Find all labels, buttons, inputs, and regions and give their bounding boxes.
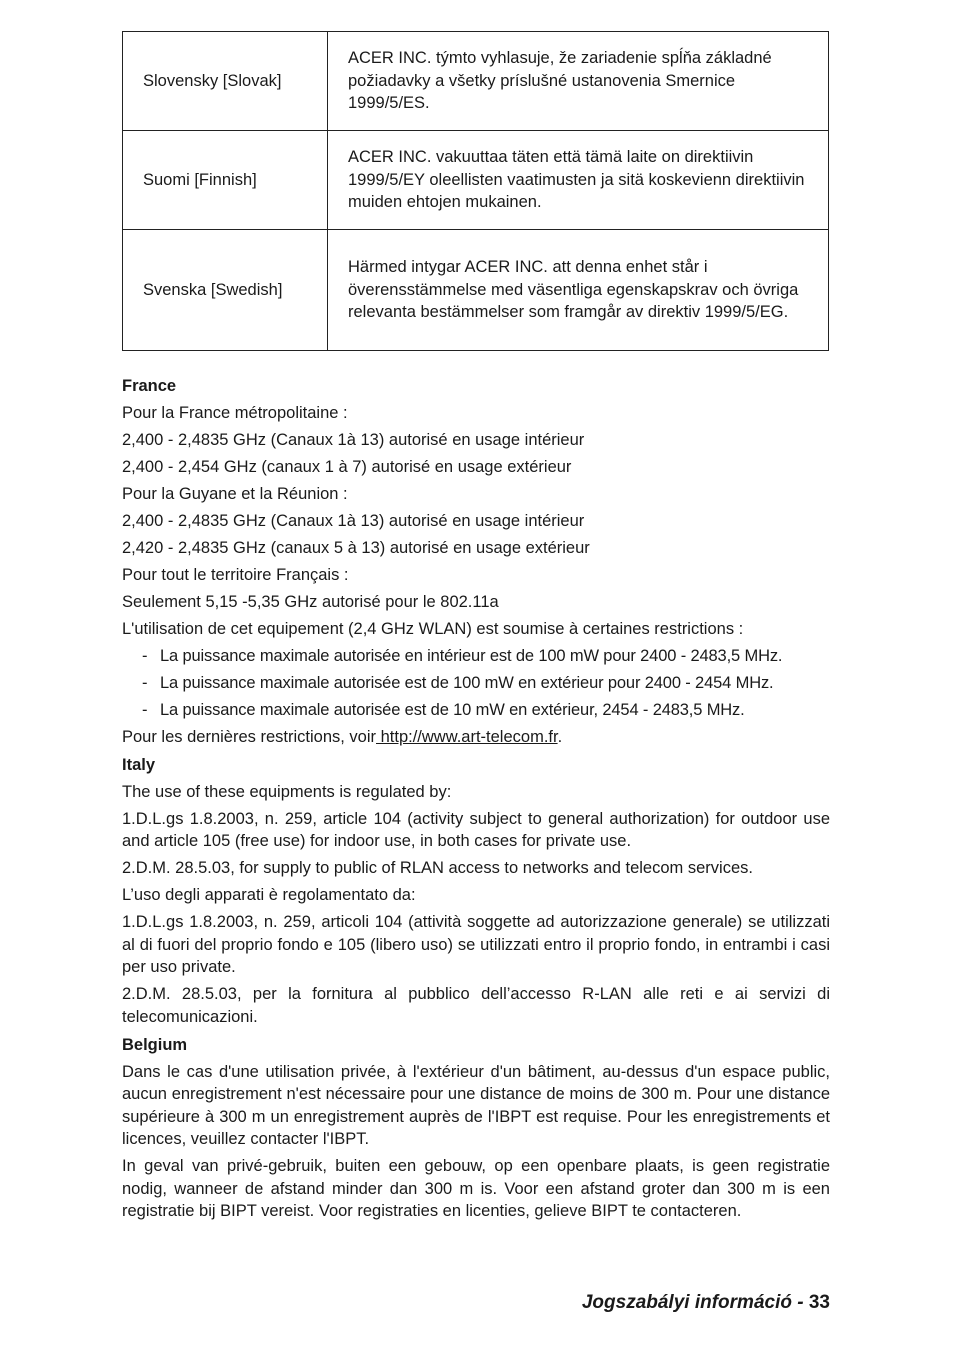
italy-paragraph: 2.D.M. 28.5.03, per la fornitura al pubblico dell’accesso R-LAN alle reti e ai servizi di telecomunicazioni. bbox=[122, 985, 830, 1026]
bullet-text: La puissance maximale autorisée est de 100 mW en extérieur pour 2400 - 2454 MHz. bbox=[160, 673, 774, 692]
france-line: 2,400 - 2,4835 GHz (Canaux 1à 13) autorisé en usage intérieur bbox=[122, 430, 585, 449]
france-line: Pour tout le territoire Français : bbox=[122, 565, 349, 584]
section-heading-italy: Italy bbox=[122, 756, 156, 774]
declaration-text-cell: ACER INC. týmto vyhlasuje, že zariadenie spĺňa základné požiadavky a všetky príslušné ustanovenia Smernice 1999/5/ES. bbox=[328, 32, 829, 131]
language-cell: Suomi [Finnish] bbox=[123, 131, 328, 230]
language-cell: Svenska [Swedish] bbox=[123, 230, 328, 351]
italy-paragraph: The use of these equipments is regulated by: bbox=[122, 782, 452, 801]
bullet-dash: - bbox=[142, 646, 148, 665]
bullet-text: La puissance maximale autorisée est de 10 mW en extérieur, 2454 - 2483,5 MHz. bbox=[160, 700, 745, 719]
footer-title: Jogszabályi információ - bbox=[581, 1292, 804, 1313]
page-body bbox=[122, 31, 830, 1227]
italy-paragraph: 1.D.L.gs 1.8.2003, n. 259, articoli 104 (attività soggette ad autorizzazione generale) se utilizzati al di fuori del proprio fondo e 105 (libero uso) se utilizzati entro il proprio fondo, in entrambi i casi per uso private. bbox=[122, 913, 830, 976]
page-footer bbox=[582, 1291, 830, 1315]
belgium-paragraph: Dans le cas d'une utilisation privée, à l'extérieur d'un bâtiment, au-dessus d'un espace public, aucun enregistrement n'est nécessaire pour une distance de moins de 300 m. Pour une distance supérieure à 300 m un enregistrement auprès de l'IBPT est requise. Pour les enregistrements et licences, veuillez contacter l'IBPT. bbox=[122, 1062, 830, 1148]
belgium-section bbox=[122, 1034, 830, 1223]
france-section bbox=[122, 375, 830, 748]
declaration-text-cell: Härmed intygar ACER INC. att denna enhet står i överensstämmelse med väsentliga egenskapskrav och övriga relevanta bestämmelser som framgår av direktiv 1999/5/EG. bbox=[328, 230, 829, 351]
list-item bbox=[122, 672, 830, 695]
france-line: 2,420 - 2,4835 GHz (canaux 5 à 13) autorisé en usage extérieur bbox=[122, 538, 590, 557]
italy-section bbox=[122, 754, 830, 1028]
table-row bbox=[123, 230, 829, 351]
italy-paragraph: 1.D.L.gs 1.8.2003, n. 259, article 104 (activity subject to general authorization) for outdoor use and article 105 (free use) for indoor use, in both cases for private use. bbox=[122, 809, 830, 850]
regulatory-content bbox=[122, 375, 830, 1223]
declaration-text-cell: ACER INC. vakuuttaa täten että tämä laite on direktiivin 1999/5/EY oleellisten vaatimusten ja sitä koskevienn direktiivin muiden ehtojen mukainen. bbox=[328, 131, 829, 230]
art-telecom-link[interactable]: http://www.art-telecom.fr bbox=[376, 727, 558, 746]
section-heading-belgium: Belgium bbox=[122, 1036, 188, 1054]
bullet-dash: - bbox=[142, 673, 148, 692]
list-item bbox=[122, 699, 830, 722]
declaration-table bbox=[122, 31, 829, 351]
list-item bbox=[122, 645, 830, 668]
italy-paragraph: 2.D.M. 28.5.03, for supply to public of RLAN access to networks and telecom services. bbox=[122, 859, 753, 877]
restrictions-text: Pour les dernières restrictions, voir bbox=[122, 727, 377, 746]
france-restrictions-line bbox=[122, 726, 830, 749]
table-row bbox=[123, 32, 829, 131]
table-row bbox=[123, 131, 829, 230]
bullet-dash: - bbox=[142, 700, 148, 719]
italy-paragraph: L’uso degli apparati è regolamentato da: bbox=[122, 886, 416, 904]
france-line: L'utilisation de cet equipement (2,4 GHz WLAN) est soumise à certaines restrictions : bbox=[122, 619, 744, 638]
restrictions-period: . bbox=[557, 727, 563, 746]
page-number: 33 bbox=[808, 1292, 830, 1313]
france-line: 2,400 - 2,454 GHz (canaux 1 à 7) autorisé en usage extérieur bbox=[122, 457, 572, 476]
france-line: Pour la France métropolitaine : bbox=[122, 403, 348, 422]
france-line: Seulement 5,15 -5,35 GHz autorisé pour le 802.11a bbox=[122, 592, 499, 611]
france-line: 2,400 - 2,4835 GHz (Canaux 1à 13) autorisé en usage intérieur bbox=[122, 511, 585, 530]
belgium-paragraph: In geval van privé-gebruik, buiten een gebouw, op een openbare plaats, is geen registratie nodig, wanneer de afstand minder dan 300 m is. Voor een afstand groter dan 300 m is een registratie bij BIPT vereist. Voor registraties en licenties, gelieve BIPT te contacteren. bbox=[122, 1157, 830, 1220]
section-heading-france: France bbox=[122, 377, 177, 395]
language-cell: Slovensky [Slovak] bbox=[123, 32, 328, 131]
bullet-text: La puissance maximale autorisée en intérieur est de 100 mW pour 2400 - 2483,5 MHz. bbox=[160, 646, 783, 665]
france-line: Pour la Guyane et la Réunion : bbox=[122, 484, 348, 503]
